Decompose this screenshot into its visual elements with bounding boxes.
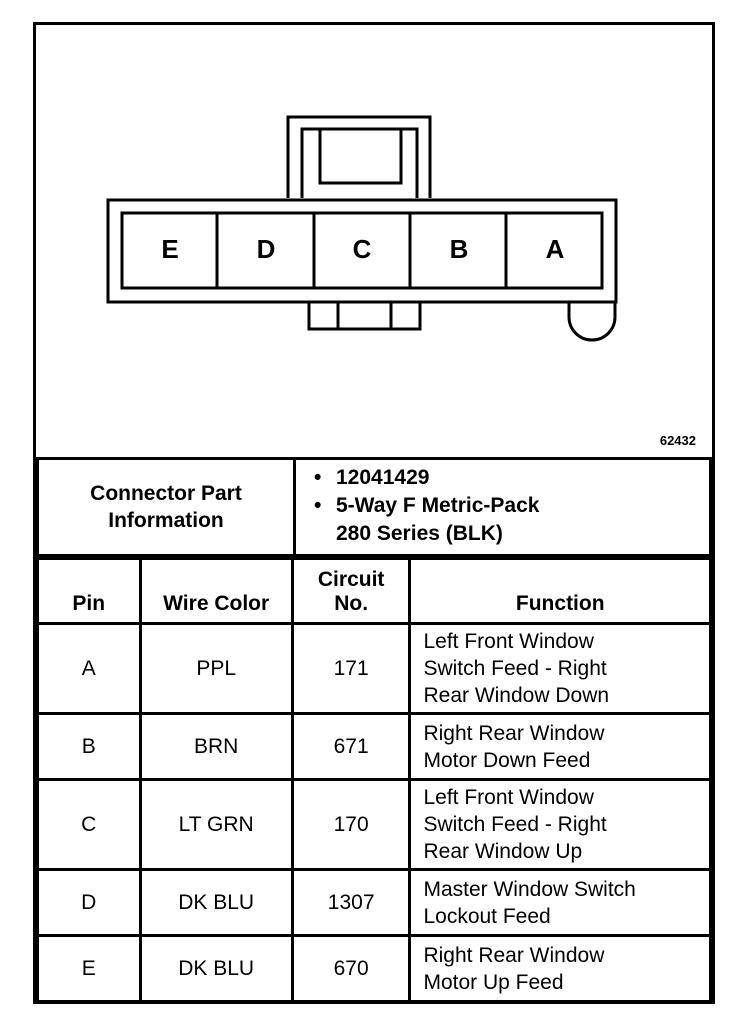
function-cell: Left Front Window Switch Feed - Right Rear Window Down	[410, 624, 711, 714]
connector-description-line2: 280 Series (BLK)	[336, 522, 503, 545]
pin-cell: C	[38, 780, 141, 870]
circuit-cell: 671	[292, 714, 410, 780]
connector-description-item: • 5-Way F Metric-Pack 280 Series (BLK)	[336, 492, 709, 548]
circuit-cell: 171	[292, 624, 410, 714]
circuit-cell: 170	[292, 780, 410, 870]
pin-label-b: B	[449, 234, 469, 264]
connector-sheet	[33, 22, 715, 1004]
header-wire-color: Wire Color	[140, 559, 292, 624]
connector-drawing	[36, 25, 712, 457]
function-cell: Right Rear Window Motor Up Feed	[410, 936, 711, 1002]
table-row	[38, 936, 711, 1002]
table-row	[38, 624, 711, 714]
part-number-item: • 12041429	[314, 466, 430, 489]
pin-label-e: E	[161, 234, 179, 264]
wire-color-cell: BRN	[140, 714, 292, 780]
connector-diagram	[36, 25, 712, 457]
pinout-table	[36, 557, 712, 1003]
wire-color-cell: PPL	[140, 624, 292, 714]
wire-color-cell: DK BLU	[140, 870, 292, 936]
pinout-header-row	[38, 559, 711, 624]
table-row	[38, 780, 711, 870]
function-cell: Right Rear Window Motor Down Feed	[410, 714, 711, 780]
header-pin: Pin	[38, 559, 141, 624]
pin-cell: E	[38, 936, 141, 1002]
table-row	[38, 870, 711, 936]
function-cell: Left Front Window Switch Feed - Right Rear Window Up	[410, 780, 711, 870]
header-function: Function	[410, 559, 711, 624]
figure-reference-number: 62432	[659, 433, 696, 448]
connector-part-info-label: Connector Part Information	[38, 459, 295, 556]
pin-label-a: A	[545, 234, 565, 264]
pin-cell: A	[38, 624, 141, 714]
wire-color-cell: LT GRN	[140, 780, 292, 870]
function-cell: Master Window Switch Lockout Feed	[410, 870, 711, 936]
circuit-cell: 670	[292, 936, 410, 1002]
wire-color-cell: DK BLU	[140, 936, 292, 1002]
header-circuit-no: Circuit No.	[292, 559, 410, 624]
pin-label-c: C	[352, 234, 372, 264]
connector-part-info-values	[295, 459, 711, 556]
connector-part-info-table	[36, 457, 712, 557]
pin-cell: B	[38, 714, 141, 780]
connector-description-line1: 5-Way F Metric-Pack	[336, 494, 540, 517]
part-number: 12041429	[336, 466, 430, 489]
pin-label-d: D	[256, 234, 276, 264]
circuit-cell: 1307	[292, 870, 410, 936]
pin-cell: D	[38, 870, 141, 936]
table-row	[38, 714, 711, 780]
